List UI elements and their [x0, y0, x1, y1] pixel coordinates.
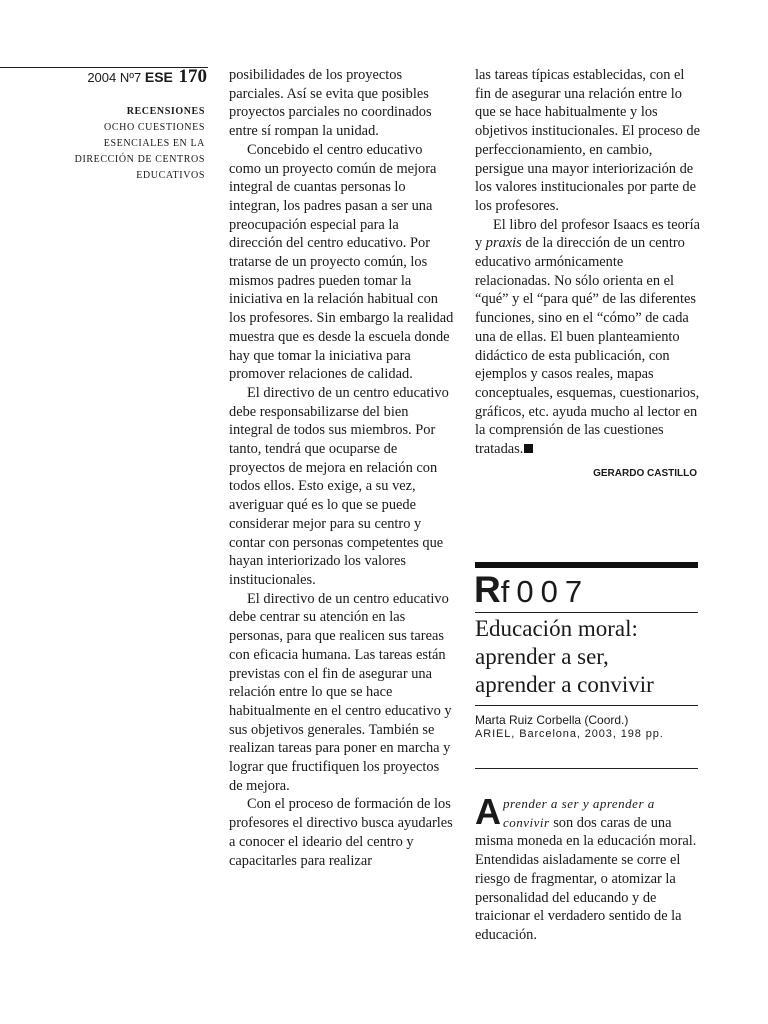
issue-number: Nº7	[119, 70, 142, 85]
section-category: RECENSIONES	[126, 106, 205, 117]
book-title-line: Educación moral:	[475, 616, 638, 641]
section-subtitle-line: ESENCIALES EN LA	[103, 138, 205, 149]
paragraph: El directivo de un centro educativo debe centrar su atención en las personas, para que realicen sus tareas con eficacia humana. Las tareas están previstas con el fin de asegurar una relación entre lo que se hace habitualmente en el centro educativo y sus objetivos generales. También se realizan tareas para poner en marcha y lograr que fructifiquen los proyectos de mejora.	[229, 590, 452, 794]
paragraph	[475, 216, 700, 459]
intro-lead: prender a ser y aprender a convivir	[503, 796, 655, 830]
section-subtitle-line: OCHO CUESTIONES	[104, 122, 205, 133]
paragraph: posibilidades de los proyectos parciales. Así se evita que posibles proyectos parciales no coordinados entre sí rompan la unidad.	[229, 67, 432, 140]
text-column-1	[229, 66, 455, 870]
section-subtitle-line: DIRECCIÓN DE CENTROS	[74, 154, 205, 165]
reviewer-signature: GERARDO CASTILLO	[593, 467, 697, 479]
book-author: Marta Ruiz Corbella (Coord.)	[475, 713, 629, 727]
review-code-number: f007	[500, 574, 590, 609]
page-number: 170	[178, 66, 207, 87]
divider	[475, 768, 698, 769]
paragraph: Concebido el centro educativo como un proyecto común de mejora integral de cuantas personas lo integran, los padres pasan a ser una preocupación especial para la dirección del centro educativo. Por tratarse de un proyecto común, los mismos padres pueden tomar la iniciativa en la relación habitual con los profesores. Sin embargo la realidad muestra que es desde la escuela donde hay que tomar la iniciativa para promover relaciones de calidad.	[229, 141, 454, 383]
text-column-2	[475, 66, 700, 483]
issue-year: 2004	[87, 70, 117, 85]
divider	[475, 612, 698, 613]
paragraph-text: son dos caras de una misma moneda en la educación moral. Entendidas aisladamente se corre el riesgo de fragmentar, o atomizar la personalidad del educando y de traicionar el verdadero sentido de la educación.	[475, 814, 697, 943]
journal-name: ESE	[144, 69, 173, 85]
section-subtitle-line: EDUCATIVOS	[136, 170, 205, 181]
paragraph	[475, 791, 700, 945]
review-heading-rule	[475, 562, 698, 568]
section-sidebar	[75, 104, 205, 184]
review-code	[474, 570, 589, 612]
book-publication: ARIEL, Barcelona, 2003, 198 pp.	[475, 728, 664, 740]
paragraph: El directivo de un centro educativo debe responsabilizarse del bien integral de todos sus miembros. Por tanto, tendrá que ocuparse de proyectos de mejora en relación con todos ellos. Esto exige, a su vez, averiguar qué es lo que se puede considerar mejor para su centro y contar con personas competentes que hayan interiorizado los valores institucionales.	[229, 384, 449, 588]
paragraph-text: El libro del profesor Isaacs es teoría y	[475, 216, 700, 252]
italic-term: praxis	[485, 235, 522, 252]
review-code-prefix: R	[474, 569, 501, 610]
book-title-line: aprender a ser,	[475, 644, 609, 669]
book-title-line: aprender a convivir	[475, 672, 654, 697]
drop-cap: A	[475, 791, 501, 832]
paragraph: las tareas típicas establecidas, con el fin de asegurar una relación entre lo que se hace habitualmente y los objetivos institucionales. El proceso de perfeccionamiento, en cambio, persigue una mayor interiorización de los valores institucionales por parte de los profesores.	[475, 67, 701, 214]
paragraph: Con el proceso de formación de los profesores el directivo busca ayudarles a conocer el ideario del centro y capacitarles para realizar	[229, 796, 453, 869]
paragraph-text: de la dirección de un centro educativo armónicamente relacionadas. No sólo orienta en el “qué” y el “para qué” de las diferentes funciones, sino en el “cómo” de cada una de ellas. El buen planteamiento didáctico de esta publicación, con ejemplos y casos reales, mapas conceptuales, esquemas, cuestionarios, gráficos, etc. ayuda mucho al lector en la comprensión de las cuestiones tratadas.	[475, 235, 700, 458]
end-mark-icon	[524, 444, 533, 453]
issue-header	[87, 68, 207, 86]
divider	[475, 705, 698, 706]
review-intro	[475, 791, 700, 945]
book-title	[475, 615, 700, 699]
